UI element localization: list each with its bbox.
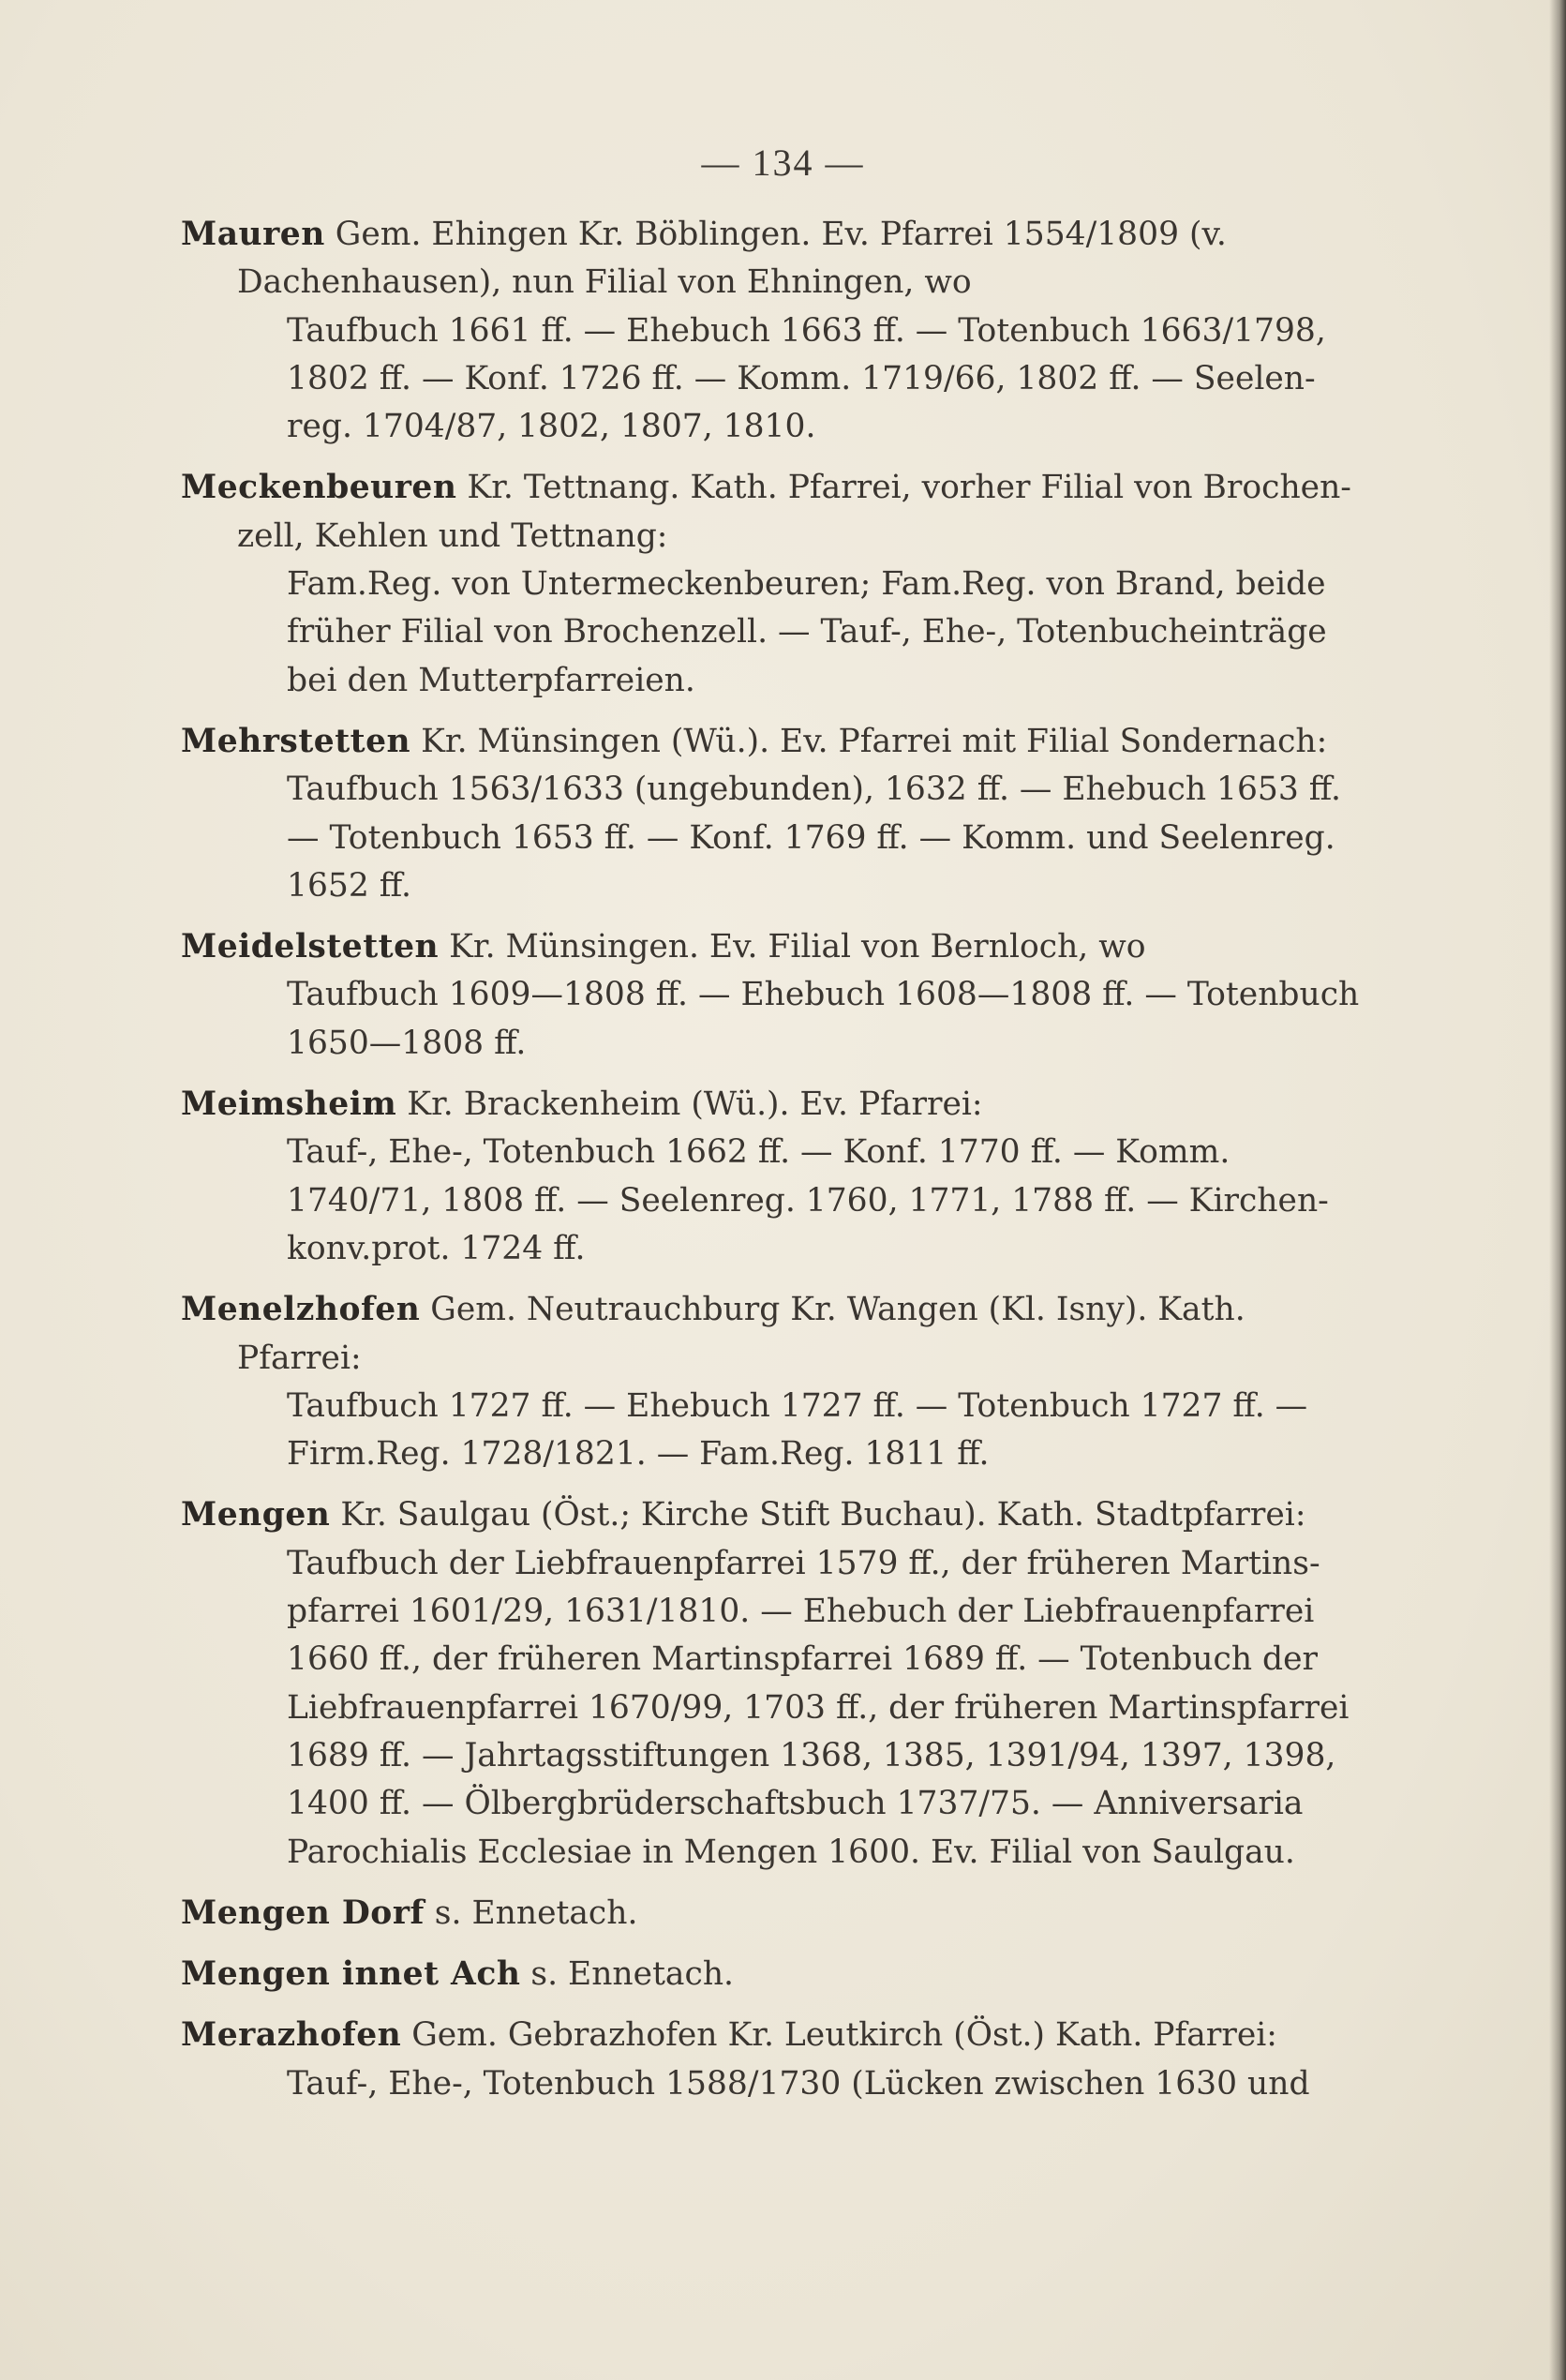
place-name: Menelzhofen [181, 1291, 421, 1329]
entry-text: Kr. Brackenheim (Wü.). Ev. Pfarrei: [396, 1085, 983, 1124]
entry-text: s. Ennetach. [424, 1894, 638, 1932]
place-name: Mauren [181, 216, 325, 253]
entry [181, 1491, 1399, 1876]
binding-edge-shadow [1549, 0, 1566, 2380]
entry-text: Kr. Münsingen. Ev. Filial von Bernloch, wo [439, 928, 1146, 966]
entry-text: pfarrei 1601/29, 1631/1810. — Ehebuch der Liebfrauenpfarrei [287, 1593, 1315, 1631]
entry-text: Firm.Reg. 1728/1821. — Fam.Reg. 1811 ff. [287, 1435, 990, 1474]
entry-text: 1652 ff. [287, 866, 412, 905]
entry-text: 1802 ff. — Konf. 1726 ff. — Komm. 1719/66, 1802 ff. — Seelen- [287, 359, 1316, 397]
entry-text: Parochialis Ecclesiae in Mengen 1600. Ev. Filial von Saulgau. [287, 1833, 1295, 1871]
entry-line [181, 971, 1399, 1019]
entry-line [181, 815, 1399, 862]
entry-line [181, 1383, 1399, 1430]
entry-line [181, 1540, 1399, 1588]
entry-line [181, 766, 1399, 814]
entry-line [181, 513, 1399, 561]
entry-text: Gem. Ehingen Kr. Böblingen. Ev. Pfarrei 1554/1809 (v. [324, 216, 1227, 253]
entry-line [181, 561, 1399, 608]
entry-text: 1660 ff., der früheren Martinspfarrei 1689 ff. — Totenbuch der [287, 1640, 1319, 1679]
entry-line [181, 1588, 1399, 1636]
entry-line [181, 1335, 1399, 1383]
entry-text: 1650—1808 ff. [287, 1024, 527, 1062]
entry [181, 211, 1399, 451]
entry-text: Dachenhausen), nun Filial von Ehningen, wo [237, 263, 972, 302]
entry-text: Liebfrauenpfarrei 1670/99, 1703 ff., der früheren Martinspfarrei [287, 1688, 1350, 1727]
entry-first-line [181, 718, 1399, 766]
entry-text: Gem. Gebrazhofen Kr. Leutkirch (Öst.) Kath. Pfarrei: [401, 2016, 1277, 2055]
entry-text: 1400 ff. — Ölbergbrüderschaftsbuch 1737/75. — Anniversaria [287, 1785, 1304, 1823]
gazetteer-entries [181, 211, 1399, 2121]
entry-text: 1740/71, 1808 ff. — Seelenreg. 1760, 1771, 1788 ff. — Kirchen- [287, 1181, 1329, 1220]
entry [181, 1081, 1399, 1273]
place-name: Meidelstetten [181, 928, 440, 966]
entry-text: zell, Kehlen und Tettnang: [237, 516, 668, 555]
place-name: Meimsheim [181, 1085, 397, 1124]
entry-text: Taufbuch 1563/1633 (ungebunden), 1632 ff. — Ehebuch 1653 ff. [287, 771, 1342, 809]
entry-line [181, 2060, 1399, 2108]
entry-text: konv.prot. 1724 ff. [287, 1229, 586, 1267]
entry-text: — Totenbuch 1653 ff. — Konf. 1769 ff. — Komm. und Seelenreg. [287, 818, 1335, 857]
entry-line [181, 1780, 1399, 1828]
entry-first-line [181, 464, 1399, 512]
entry-text: Tauf-, Ehe-, Totenbuch 1662 ff. — Konf. 1770 ff. — Komm. [287, 1133, 1230, 1172]
entry [181, 1286, 1399, 1478]
entry-text: Fam.Reg. von Untermeckenbeuren; Fam.Reg. von Brand, beide [287, 565, 1326, 604]
entry-line [181, 657, 1399, 705]
entry-line [181, 1829, 1399, 1877]
entry-line [181, 1684, 1399, 1732]
entry-text: s. Ennetach. [520, 1955, 735, 1994]
entry-text: Taufbuch der Liebfrauenpfarrei 1579 ff., der früheren Martins- [287, 1544, 1320, 1582]
entry-first-line [181, 2012, 1399, 2059]
entry-first-line [181, 923, 1399, 971]
entry-text: Taufbuch 1661 ff. — Ehebuch 1663 ff. — Totenbuch 1663/1798, [287, 311, 1326, 350]
place-name: Merazhofen [181, 2016, 402, 2055]
entry-line [181, 403, 1399, 451]
entry-first-line [181, 1890, 1399, 1938]
place-name: Mengen [181, 1496, 331, 1534]
entry-line [181, 1430, 1399, 1478]
entry-first-line [181, 1491, 1399, 1539]
page-number: — 134 — [701, 142, 865, 184]
entry-line [181, 608, 1399, 656]
entry-first-line [181, 1951, 1399, 1998]
entry-line [181, 1129, 1399, 1176]
entry-text: Kr. Münsingen (Wü.). Ev. Pfarrei mit Filial Sondernach: [410, 722, 1328, 760]
entry-text: Tauf-, Ehe-, Totenbuch 1588/1730 (Lücken zwischen 1630 und [287, 2064, 1310, 2103]
entry-line [181, 307, 1399, 355]
entry-text: Pfarrei: [237, 1339, 362, 1377]
entry-text: bei den Mutterpfarreien. [287, 661, 695, 699]
place-name: Mengen innet Ach [181, 1955, 521, 1994]
entry-first-line [181, 1081, 1399, 1129]
entry-text: Kr. Tettnang. Kath. Pfarrei, vorher Filial von Brochen- [456, 469, 1351, 507]
entry [181, 464, 1399, 704]
entry-line [181, 862, 1399, 910]
entry-line [181, 1636, 1399, 1684]
entry-first-line [181, 211, 1399, 259]
entry-line [181, 1225, 1399, 1273]
entry [181, 2012, 1399, 2108]
entry-text: reg. 1704/87, 1802, 1807, 1810. [287, 408, 816, 446]
entry-text: 1689 ff. — Jahrtagsstiftungen 1368, 1385, 1391/94, 1397, 1398, [287, 1736, 1336, 1774]
entry [181, 1951, 1399, 1998]
entry-text: Kr. Saulgau (Öst.; Kirche Stift Buchau). Kath. Stadtpfarrei: [330, 1496, 1306, 1534]
entry-line [181, 1732, 1399, 1780]
entry-text: Gem. Neutrauchburg Kr. Wangen (Kl. Isny). Kath. [420, 1291, 1245, 1329]
entry [181, 718, 1399, 910]
entry-text: Taufbuch 1727 ff. — Ehebuch 1727 ff. — Totenbuch 1727 ff. — [287, 1386, 1308, 1425]
entry-line [181, 259, 1399, 307]
entry-text: früher Filial von Brochenzell. — Tauf-, Ehe-, Totenbucheinträge [287, 613, 1327, 651]
entry [181, 923, 1399, 1068]
place-name: Meckenbeuren [181, 469, 457, 507]
entry-line [181, 1177, 1399, 1225]
entry-text: Taufbuch 1609—1808 ff. — Ehebuch 1608—1808 ff. — Totenbuch [287, 976, 1360, 1014]
place-name: Mengen Dorf [181, 1894, 425, 1932]
entry-line [181, 355, 1399, 403]
entry [181, 1890, 1399, 1938]
entry-line [181, 1020, 1399, 1068]
place-name: Mehrstetten [181, 722, 411, 760]
entry-first-line [181, 1286, 1399, 1334]
